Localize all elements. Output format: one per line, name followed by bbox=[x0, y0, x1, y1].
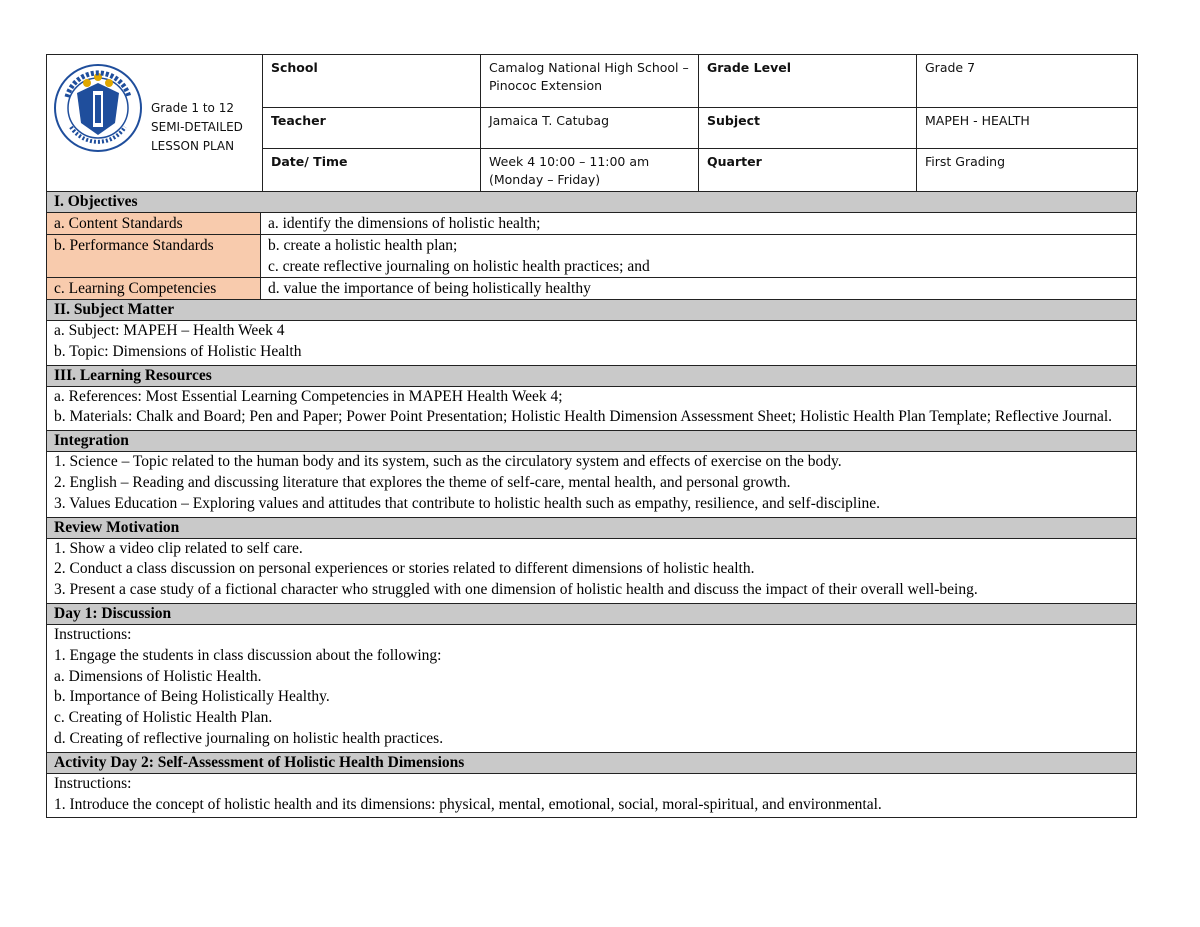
day2-content bbox=[47, 774, 1136, 818]
learning-competencies-label: c. Learning Competencies bbox=[47, 278, 261, 299]
objective-line: a. identify the dimensions of holistic health; bbox=[268, 215, 541, 232]
objectives-table bbox=[47, 213, 1136, 299]
date-time-label: Date/ Time bbox=[263, 149, 481, 192]
grade-level-label: Grade Level bbox=[699, 55, 917, 108]
content-standards-row bbox=[47, 213, 1136, 235]
plan-type-text: SEMI-DETAILED bbox=[151, 120, 243, 134]
integration-heading: Integration bbox=[47, 430, 1136, 452]
objective-line: b. create a holistic health plan; bbox=[268, 237, 458, 254]
integration-line: 1. Science – Topic related to the human body and its system, such as the circulatory system and effects of exercise on the body. bbox=[54, 453, 842, 471]
day1-line: b. Importance of Being Holistically Healthy. bbox=[54, 688, 330, 706]
grade-level-value: Grade 7 bbox=[917, 55, 1138, 108]
lesson-body bbox=[46, 192, 1137, 818]
learning-competencies-value bbox=[261, 278, 1136, 299]
day1-line: a. Dimensions of Holistic Health. bbox=[54, 667, 262, 685]
plan-name-text: LESSON PLAN bbox=[151, 139, 235, 153]
plan-type-label bbox=[151, 99, 243, 156]
performance-standards-row bbox=[47, 235, 1136, 278]
integration-line: 3. Values Education – Exploring values and attitudes that contribute to holistic health such as empathy, resilience, and self-discipline. bbox=[54, 494, 881, 512]
date-time-value: Week 4 10:00 – 11:00 am (Monday – Friday) bbox=[481, 149, 699, 192]
materials-line: b. Materials: Chalk and Board; Pen and Paper; Power Point Presentation; Holistic Health Dimension Assessment Sheet; Holistic Health Plan Template; Reflective Journal. bbox=[54, 408, 1113, 426]
header-table bbox=[46, 54, 1138, 192]
integration-content bbox=[47, 452, 1136, 516]
lesson-plan-page bbox=[46, 54, 1137, 818]
performance-standards-value bbox=[261, 235, 1136, 277]
review-line: 1. Show a video clip related to self care. bbox=[54, 539, 303, 557]
subject-line: a. Subject: MAPEH – Health Week 4 bbox=[54, 322, 285, 339]
plan-grade-text: Grade 1 to 12 bbox=[151, 101, 234, 115]
teacher-value: Jamaica T. Catubag bbox=[481, 108, 699, 149]
subject-label: Subject bbox=[699, 108, 917, 149]
learning-resources-content bbox=[47, 387, 1136, 431]
review-motivation-content bbox=[47, 539, 1136, 603]
content-standards-label: a. Content Standards bbox=[47, 213, 261, 234]
quarter-value: First Grading bbox=[917, 149, 1138, 192]
day1-line: d. Creating of reflective journaling on holistic health practices. bbox=[54, 729, 444, 747]
day1-line: 1. Engage the students in class discussion about the following: bbox=[54, 646, 442, 664]
school-label: School bbox=[263, 55, 481, 108]
day1-heading: Day 1: Discussion bbox=[47, 603, 1136, 625]
teacher-label: Teacher bbox=[263, 108, 481, 149]
performance-standards-label: b. Performance Standards bbox=[47, 235, 261, 277]
integration-line: 2. English – Reading and discussing literature that explores the theme of self-care, mental health, and personal growth. bbox=[54, 473, 791, 491]
school-value: Camalog National High School – Pinococ Extension bbox=[481, 55, 699, 108]
instructions-label: Instructions: bbox=[54, 774, 132, 792]
day1-content bbox=[47, 625, 1136, 752]
logo-block bbox=[47, 55, 263, 192]
deped-seal-icon bbox=[53, 63, 143, 153]
day2-heading: Activity Day 2: Self-Assessment of Holistic Health Dimensions bbox=[47, 752, 1136, 774]
quarter-label: Quarter bbox=[699, 149, 917, 192]
objective-line: c. create reflective journaling on holistic health practices; and bbox=[268, 258, 650, 275]
day2-line: 1. Introduce the concept of holistic health and its dimensions: physical, mental, emotional, social, moral-spiritual, and environmental. bbox=[54, 795, 882, 813]
subject-value: MAPEH - HEALTH bbox=[917, 108, 1138, 149]
review-motivation-heading: Review Motivation bbox=[47, 517, 1136, 539]
subject-matter-heading: II. Subject Matter bbox=[47, 299, 1136, 321]
review-line: 2. Conduct a class discussion on personal experiences or stories related to different dimensions of holistic health. bbox=[54, 560, 755, 578]
references-line: a. References: Most Essential Learning Competencies in MAPEH Health Week 4; bbox=[54, 387, 563, 405]
day1-line: c. Creating of Holistic Health Plan. bbox=[54, 709, 273, 727]
learning-competencies-row bbox=[47, 278, 1136, 299]
learning-resources-heading: III. Learning Resources bbox=[47, 365, 1136, 387]
review-line: 3. Present a case study of a fictional character who struggled with one dimension of holistic health and discuss the impact of their overall well-being. bbox=[54, 581, 978, 599]
subject-matter-content bbox=[47, 321, 1136, 365]
objectives-heading: I. Objectives bbox=[47, 192, 1136, 213]
topic-line: b. Topic: Dimensions of Holistic Health bbox=[54, 342, 302, 360]
instructions-label: Instructions: bbox=[54, 625, 132, 643]
objective-line: d. value the importance of being holistically healthy bbox=[268, 280, 591, 297]
content-standards-value bbox=[261, 213, 1136, 234]
